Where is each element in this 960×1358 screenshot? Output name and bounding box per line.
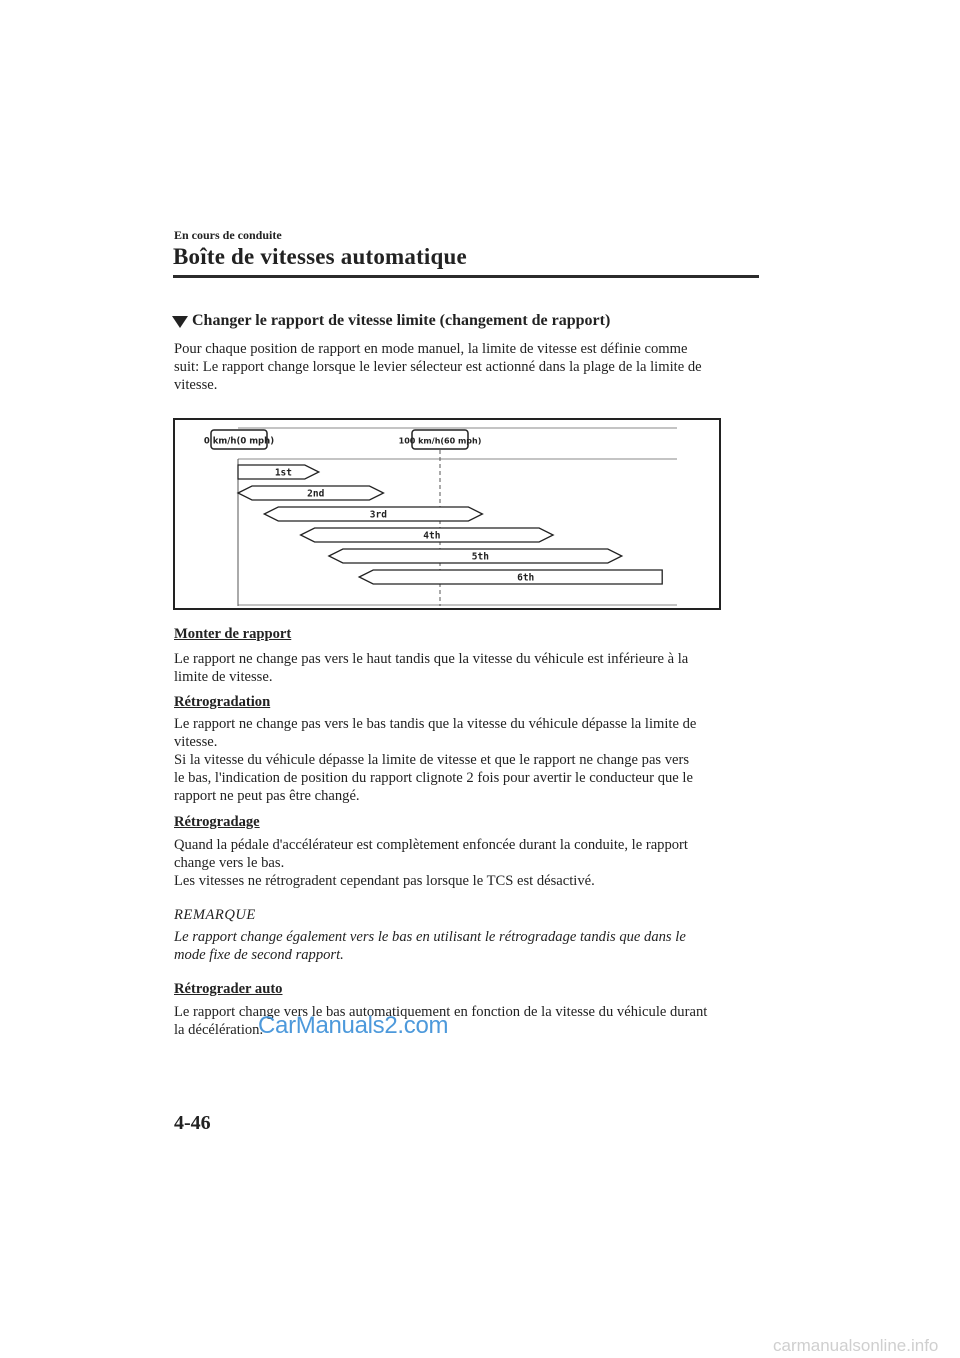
gear-label: 3rd: [369, 509, 387, 521]
triangle-down-icon: [172, 316, 188, 328]
note-title: REMARQUE: [174, 907, 256, 923]
reference-speed-label: 100 km/h(60 mph): [398, 436, 482, 446]
gear-speed-svg: [175, 420, 719, 608]
block-heading: Rétrograder auto: [174, 981, 283, 997]
page-number: 4-46: [174, 1112, 211, 1134]
page-title: Boîte de vitesses automatique: [173, 244, 467, 269]
text-line: Le rapport ne change pas vers le haut tandis que la vitesse du véhicule est inférieure à la: [174, 651, 689, 667]
section-heading: [172, 312, 610, 330]
note-paragraph: [174, 928, 754, 964]
text-line: la décélération.: [174, 1022, 264, 1038]
text-line: change vers le bas.: [174, 855, 285, 871]
start-speed-label: 0 km/h(0 mph): [203, 436, 275, 447]
gear-label: 6th: [517, 572, 535, 584]
watermark-logo[interactable]: CarManuals2.com: [258, 1012, 449, 1039]
text-line: mode fixe de second rapport.: [174, 947, 344, 963]
gear-label: 2nd: [307, 488, 325, 500]
text-line: le bas, l'indication de position du rapport clignote 2 fois pour avertir le conducteur que le: [174, 770, 693, 786]
block-paragraph: [174, 836, 754, 890]
text-line: Le rapport change vers le bas automatiquement en fonction de la vitesse du véhicule durant: [174, 1004, 708, 1020]
text-line: Si la vitesse du véhicule dépasse la limite de vitesse et que le rapport ne change pas vers: [174, 752, 690, 768]
gear-label: 1st: [274, 467, 292, 479]
intro-paragraph: [174, 340, 754, 394]
text-line: Le rapport change également vers le bas en utilisant le rétrogradage tandis que dans le: [174, 929, 686, 945]
title-rule: [173, 275, 759, 278]
text-line: rapport ne peut pas être changé.: [174, 788, 360, 804]
text-line: limite de vitesse.: [174, 669, 273, 685]
text-line: Le rapport ne change pas vers le bas tandis que la vitesse du véhicule dépasse la limite de: [174, 716, 697, 732]
text-line: vitesse.: [174, 734, 218, 750]
footer-watermark[interactable]: carmanualsonline.info: [773, 1336, 939, 1355]
block-heading: Rétrogradation: [174, 694, 271, 710]
block-heading: Rétrogradage: [174, 814, 260, 830]
gear-label: 4th: [423, 530, 441, 542]
gear-speed-diagram: [173, 418, 721, 610]
gear-range-bar: [359, 570, 662, 584]
block-heading: Monter de rapport: [174, 626, 292, 642]
chapter-label: En cours de conduite: [174, 228, 282, 242]
block-paragraph: [174, 715, 754, 805]
section-heading-text: Changer le rapport de vitesse limite (changement de rapport): [192, 312, 611, 329]
gear-label: 5th: [471, 551, 489, 563]
block-paragraph: [174, 650, 754, 686]
gear-bars-group: [238, 465, 662, 584]
text-line: vitesse.: [174, 377, 218, 393]
text-line: Les vitesses ne rétrogradent cependant pas lorsque le TCS est désactivé.: [174, 873, 595, 889]
text-line: suit: Le rapport change lorsque le levier sélecteur est actionné dans la plage de la limite de: [174, 359, 702, 375]
text-line: Quand la pédale d'accélérateur est complètement enfoncée durant la conduite, le rapport: [174, 837, 688, 853]
text-line: Pour chaque position de rapport en mode manuel, la limite de vitesse est définie comme: [174, 341, 688, 357]
